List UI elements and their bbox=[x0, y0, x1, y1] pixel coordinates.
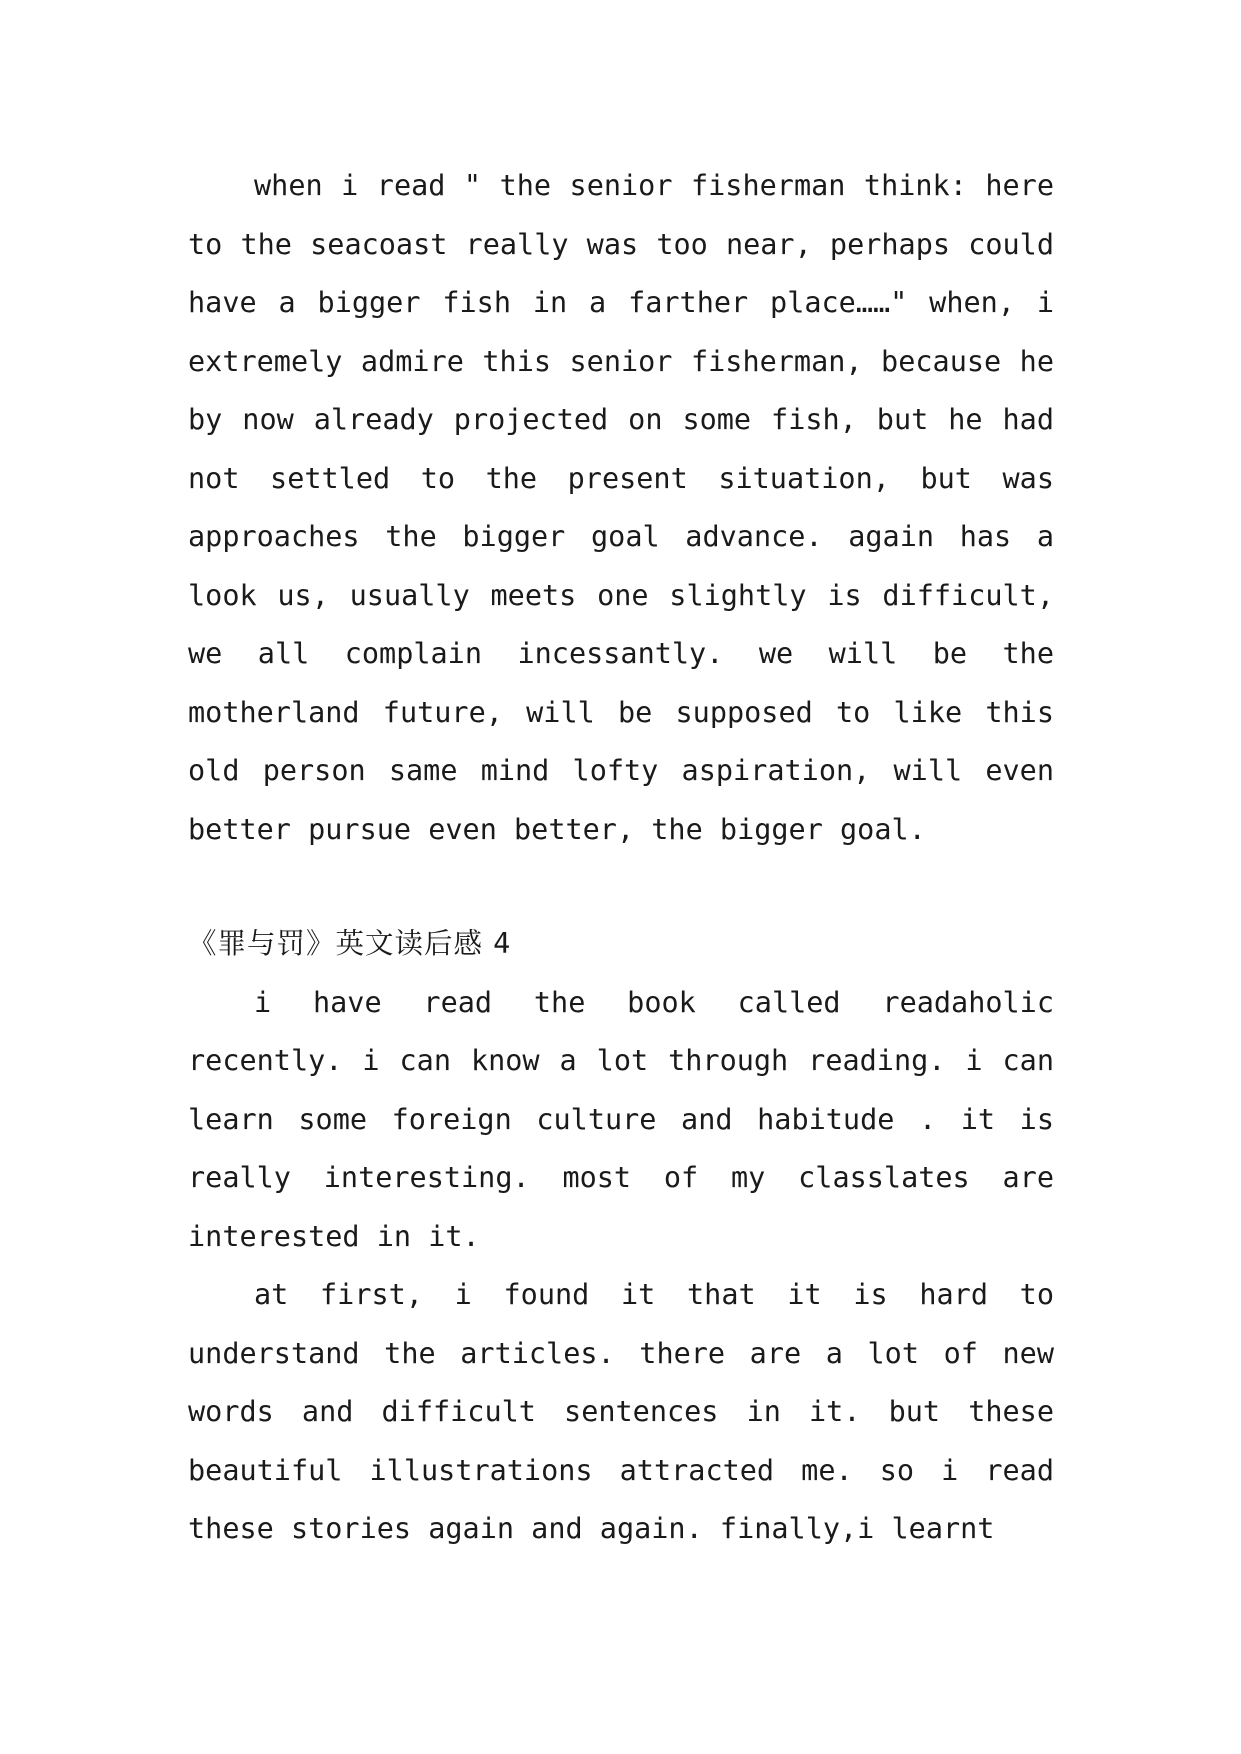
body-paragraph-fisherman: when i read " the senior fisherman think: here to the seacoast really was too near, perhaps could have a bigger fish in a farther place……" when, i extremely admire this senior fisherman, because he by now already projected on some fish, but he had not settled to the present situation, but was approaches the bigger goal advance. again has a look us, usually meets one slightly is difficult, we all complain incessantly. we will be the motherland future, will be supposed to like this old person same mind lofty aspiration, will even better pursue even better, the bigger goal. bbox=[188, 169, 1054, 846]
document-page bbox=[188, 157, 1054, 1559]
section-heading bbox=[188, 915, 1054, 974]
section-heading-number: 4 bbox=[493, 927, 512, 960]
body-paragraph-readaholic: i have read the book called readaholic recently. i can know a lot through reading. i can learn some foreign culture and habitude . it is really interesting. most of my classlates are interested in it. bbox=[188, 985, 1054, 1253]
body-paragraph-at-first: at first, i found it that it is hard to understand the articles. there are a lot of new words and difficult sentences in it. but these beautiful illustrations attracted me. so i read these stories again and again. finally,i learnt bbox=[188, 1278, 1054, 1545]
section-heading-title: 《罪与罚》英文读后感 bbox=[188, 927, 484, 960]
